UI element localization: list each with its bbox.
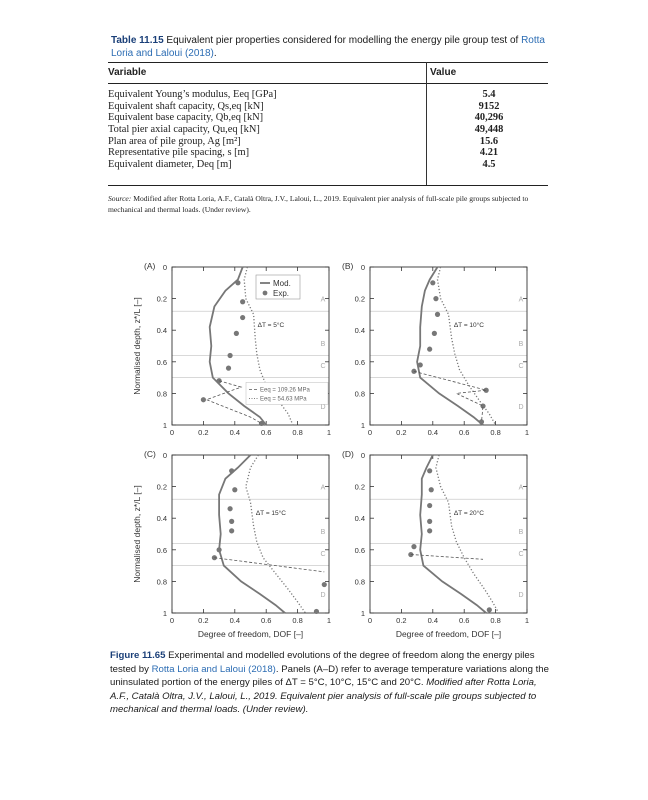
x-tick-label: 0.8 [292, 428, 303, 437]
panel-label: (B) [342, 261, 354, 271]
x-tick-label: 0.4 [427, 428, 439, 437]
zone-label: B [518, 340, 524, 348]
zone-label: A [320, 296, 326, 304]
x-tick-label: 0.4 [229, 616, 241, 625]
series-line [246, 455, 306, 613]
figure-svg [130, 255, 540, 645]
zone-label: A [518, 484, 524, 492]
exp-marker [259, 421, 264, 426]
table-row [108, 147, 548, 159]
table-caption-end: . [213, 48, 217, 59]
y-tick-label: 0.4 [156, 514, 167, 524]
exp-marker [217, 378, 222, 383]
zone-label: C [518, 550, 524, 558]
table-row [108, 159, 548, 171]
exp-marker [429, 487, 434, 492]
x-tick-label: 1 [326, 616, 332, 625]
exp-marker [217, 547, 222, 552]
exp-marker [433, 296, 438, 301]
x-tick-label: 1 [326, 428, 332, 437]
exp-marker [322, 582, 327, 587]
series-line [214, 558, 324, 572]
y-axis-label: Normalised depth, z*/L [–] [132, 485, 142, 583]
exp-marker [232, 487, 237, 492]
exp-marker [430, 280, 435, 285]
row-variable: Total pier axial capacity, Qu,eq [kN] [108, 124, 260, 136]
panel-label: (A) [144, 261, 156, 271]
exp-marker [227, 353, 232, 358]
figure-11-65 [130, 255, 540, 645]
table-caption-cite[interactable]: Rotta Loria and Laloui (2018) [111, 35, 545, 59]
row-variable: Equivalent Young’s modulus, Eeq [GPa] [108, 89, 277, 100]
x-tick-label: 0.2 [396, 616, 407, 625]
legend-exp-label: Exp. [273, 289, 290, 298]
y-tick-label: 0.8 [354, 577, 365, 587]
y-tick-label: 0.6 [354, 357, 365, 367]
zone-label: B [518, 528, 524, 536]
row-variable: Equivalent diameter, Deq [m] [108, 159, 232, 171]
table-header-rule [108, 83, 548, 84]
x-tick-label: 0.2 [198, 428, 209, 437]
y-tick-label: 0 [360, 263, 365, 272]
x-tick-label: 0.4 [229, 428, 241, 437]
zone-label: D [518, 404, 524, 412]
exp-marker [227, 506, 232, 511]
x-tick-label: 0.6 [260, 428, 272, 437]
y-tick-label: 0 [162, 451, 167, 460]
x-tick-label: 0.6 [260, 616, 272, 625]
figure-caption-a: Experimental and modelled evolutions of the degree of freedom along the energy piles tested by [110, 650, 535, 675]
y-tick-label: 1 [360, 609, 365, 618]
x-tick-label: 0.4 [427, 616, 439, 625]
table-header [108, 67, 548, 81]
legend-exp-marker [263, 291, 268, 296]
figure-caption-cite[interactable]: Rotta Loria and Laloui (2018) [151, 663, 276, 675]
source-text: Modified after Rotta Loria, A.F., Català Oltra, J.V., Laloui, L., 2019. Equivalent pier analysis of full-scale pile groups subjected to mechanical and thermal loads. (Under review). [108, 194, 529, 214]
x-tick-label: 0 [169, 616, 175, 625]
x-tick-label: 1 [524, 428, 530, 437]
exp-marker [235, 280, 240, 285]
x-tick-label: 1 [524, 616, 530, 625]
table-caption-text: Equivalent pier properties considered for modelling the energy pile group test of [166, 35, 519, 46]
zone-label: B [320, 340, 326, 348]
exp-marker [432, 331, 437, 336]
figure-caption-c: Modified after Rotta Loria, A.F., Català Oltra, J.V., Laloui, L., 2019. Equivalent pier analysis of full-scale pile groups subjected to mechanical and thermal loads. (Under review). [110, 677, 537, 716]
row-variable: Equivalent base capacity, Qb,eq [kN] [108, 112, 264, 124]
x-tick-label: 0.2 [396, 428, 407, 437]
panel-frame [172, 455, 329, 613]
y-tick-label: 0.2 [156, 482, 167, 492]
zone-label: C [518, 362, 524, 370]
y-tick-label: 0 [162, 263, 167, 272]
table-body [108, 89, 548, 171]
y-tick-label: 0.2 [354, 482, 365, 492]
exp-marker [314, 609, 319, 614]
zone-label: A [320, 484, 326, 492]
y-tick-label: 0.4 [354, 326, 365, 336]
zone-label: D [320, 404, 326, 412]
y-tick-label: 0.4 [156, 326, 167, 336]
exp-marker [427, 347, 432, 352]
zone-label: C [320, 362, 326, 370]
legend2-label-b: Eeq = 54.63 MPa [260, 396, 307, 403]
legend2-label-a: Eeq = 109.26 MPa [260, 387, 310, 394]
series-line [436, 455, 499, 613]
x-tick-label: 0.8 [490, 428, 501, 437]
chart-panel [132, 261, 331, 437]
exp-marker [229, 528, 234, 533]
y-tick-label: 0.8 [156, 577, 167, 587]
exp-marker [240, 315, 245, 320]
exp-marker [226, 366, 231, 371]
exp-marker [427, 519, 432, 524]
panel-frame [370, 455, 527, 613]
zone-label: D [320, 592, 326, 600]
series-line [417, 267, 483, 425]
y-tick-label: 0.6 [156, 545, 167, 555]
x-tick-label: 0 [367, 616, 373, 625]
exp-marker [427, 468, 432, 473]
y-tick-label: 0.6 [156, 357, 167, 367]
exp-marker [411, 544, 416, 549]
panel-frame [370, 267, 527, 425]
figure-caption [110, 649, 555, 717]
exp-marker [229, 519, 234, 524]
delta-t-annotation: ΔT = 5°C [257, 321, 285, 329]
y-tick-label: 1 [162, 421, 167, 430]
x-tick-label: 0.6 [458, 428, 470, 437]
table-row [108, 124, 548, 136]
y-tick-label: 0.8 [156, 389, 167, 399]
zone-label: C [320, 550, 326, 558]
table-caption [111, 34, 551, 60]
table-row [108, 112, 548, 124]
table-row [108, 89, 548, 101]
exp-marker [201, 397, 206, 402]
x-axis-label: Degree of freedom, DOF [–] [395, 629, 502, 639]
zone-label: A [518, 296, 524, 304]
y-tick-label: 0.8 [354, 389, 365, 399]
exp-marker [234, 331, 239, 336]
delta-t-annotation: ΔT = 20°C [453, 509, 484, 517]
series-line [414, 371, 486, 422]
x-tick-label: 0.6 [458, 616, 470, 625]
row-value: 40,296 [474, 112, 504, 124]
row-variable: Plan area of pile group, Ag [m²] [108, 135, 241, 147]
chart-panel [342, 449, 529, 639]
exp-marker [479, 419, 484, 424]
x-tick-label: 0.8 [490, 616, 501, 625]
source-label: Source: [108, 194, 132, 203]
x-tick-label: 0 [169, 428, 175, 437]
x-axis-label: Degree of freedom, DOF [–] [197, 629, 304, 639]
y-tick-label: 0.2 [354, 294, 365, 304]
y-axis-label: Normalised depth, z*/L [–] [132, 297, 142, 395]
exp-marker [487, 607, 492, 612]
row-value: 5.4 [482, 89, 496, 100]
table-header-value: Value [430, 67, 457, 78]
legend-mod-label: Mod. [273, 279, 291, 288]
table-label: Table 11.15 [111, 35, 164, 46]
chart-panel [342, 261, 529, 437]
exp-marker [435, 312, 440, 317]
row-value: 15.6 [479, 135, 499, 147]
row-value: 9152 [478, 100, 500, 112]
row-value: 4.21 [479, 147, 499, 159]
row-variable: Equivalent shaft capacity, Qs,eq [kN] [108, 100, 264, 112]
y-tick-label: 1 [162, 609, 167, 618]
chart-panel [132, 449, 331, 639]
table-row [108, 101, 548, 113]
table-bottom-rule [108, 185, 548, 186]
series-line [219, 455, 285, 613]
delta-t-annotation: ΔT = 10°C [453, 321, 484, 329]
figure-label: Figure 11.65 [110, 650, 166, 661]
table-header-variable: Variable [108, 67, 147, 78]
panel-label: (C) [144, 449, 156, 459]
series-line [420, 455, 486, 613]
exp-marker [240, 299, 245, 304]
figure-caption-b: . Panels (A–D) refer to average temperature variations along the uninsulated portion of the energy piles of ΔT = 5°C, 10°C, 15°C and 20°C. [110, 663, 549, 689]
delta-t-annotation: ΔT = 15°C [255, 509, 286, 517]
exp-marker [411, 369, 416, 374]
x-tick-label: 0 [367, 428, 373, 437]
exp-marker [229, 468, 234, 473]
y-tick-label: 0.6 [354, 545, 365, 555]
y-tick-label: 0.4 [354, 514, 365, 524]
zone-label: B [320, 528, 326, 536]
exp-marker [427, 503, 432, 508]
row-value: 4.5 [482, 159, 496, 171]
x-tick-label: 0.8 [292, 616, 303, 625]
exp-marker [418, 362, 423, 367]
y-tick-label: 0 [360, 451, 365, 460]
y-tick-label: 1 [360, 421, 365, 430]
y-tick-label: 0.2 [156, 294, 167, 304]
table-source [108, 193, 553, 215]
row-value: 49,448 [474, 124, 504, 136]
x-tick-label: 0.2 [198, 616, 209, 625]
table-row [108, 136, 548, 148]
series-line [438, 267, 496, 425]
row-variable: Representative pile spacing, s [m] [108, 147, 250, 159]
zone-label: D [518, 592, 524, 600]
panel-label: (D) [342, 449, 354, 459]
exp-marker [427, 528, 432, 533]
table-top-rule [108, 62, 548, 63]
